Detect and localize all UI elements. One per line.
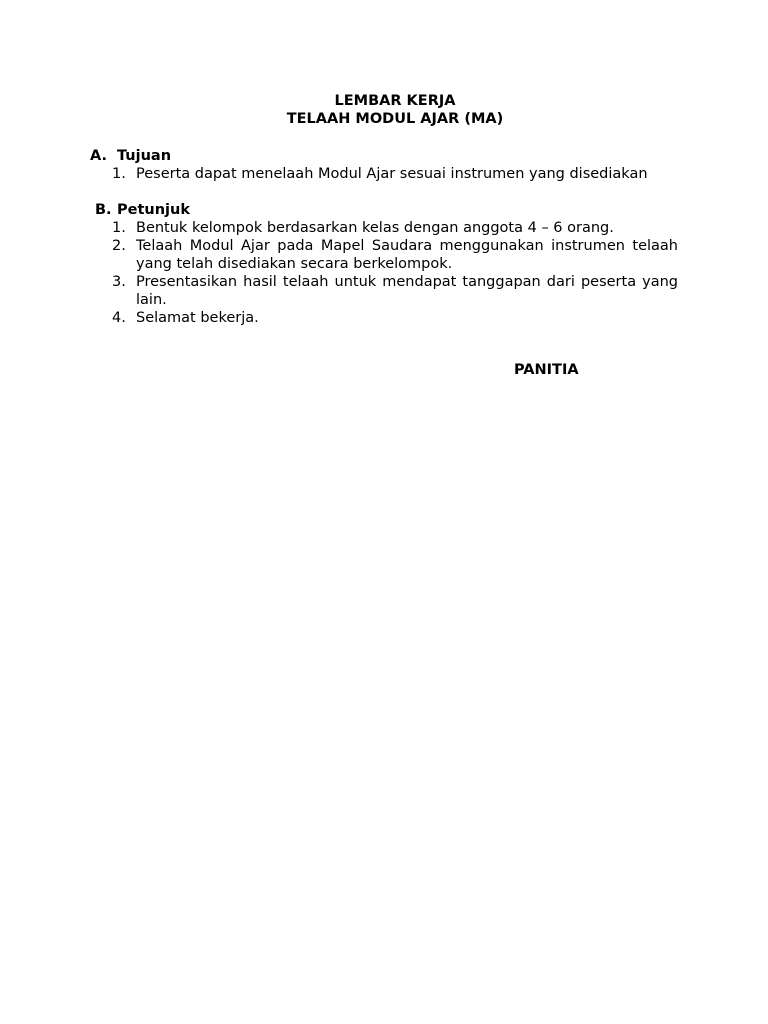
list-item-number: 1. [112, 220, 126, 236]
section-b-list [112, 219, 678, 327]
document-subtitle: TELAAH MODUL AJAR (MA) [286, 111, 504, 127]
section-a-letter: A. [90, 148, 107, 164]
list-item-text: Bentuk kelompok berdasarkan kelas dengan anggota 4 – 6 orang. [136, 220, 614, 236]
list-item [112, 165, 678, 183]
list-item-text: Telaah Modul Ajar pada Mapel Saudara menggunakan instrumen telaah yang telah disediakan secara berkelompok. [136, 238, 678, 272]
list-item [112, 309, 678, 327]
section-b-title: Petunjuk [117, 202, 190, 218]
document-title: LEMBAR KERJA [334, 93, 456, 109]
list-item-number: 3. [112, 274, 126, 290]
section-b-heading [95, 201, 190, 219]
section-a-title: Tujuan [117, 148, 172, 164]
list-item [112, 273, 678, 309]
section-a-list [112, 165, 678, 183]
section-b-letter: B. [95, 202, 112, 218]
list-item [112, 219, 678, 237]
list-item-number: 1. [112, 166, 126, 182]
list-item [112, 237, 678, 273]
list-item-text: Selamat bekerja. [136, 310, 259, 326]
list-item-number: 2. [112, 238, 126, 254]
list-item-number: 4. [112, 310, 126, 326]
list-item-text: Peserta dapat menelaah Modul Ajar sesuai instrumen yang disediakan [136, 166, 648, 182]
section-a-heading [90, 147, 171, 165]
signature: PANITIA [514, 362, 579, 378]
list-item-text: Presentasikan hasil telaah untuk mendapat tanggapan dari peserta yang lain. [136, 274, 678, 308]
